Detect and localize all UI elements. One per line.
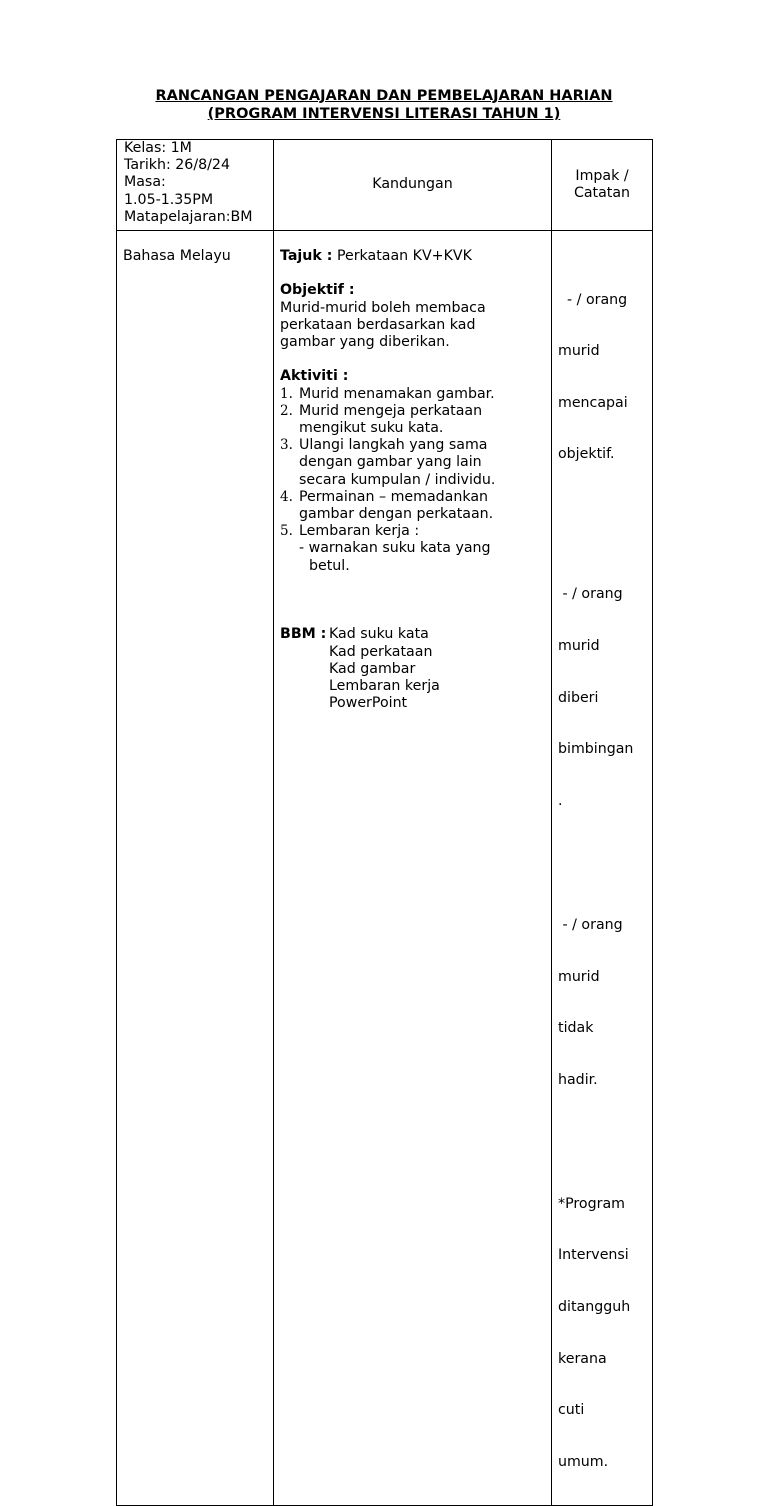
kandungan-label: Kandungan	[372, 176, 453, 193]
sub-line-text: - warnakan suku kata yang	[299, 540, 491, 557]
impak-line: kerana	[558, 1350, 607, 1367]
impak-line: diberi	[558, 689, 599, 706]
aktiviti-sub-line	[280, 540, 545, 574]
objektif-line: gambar yang diberikan.	[280, 334, 450, 350]
impak-achieved-note	[558, 257, 648, 498]
table-body-row	[117, 231, 653, 1506]
objektif-line: perkataan berdasarkan kad	[280, 316, 476, 333]
impak-postponed-note	[558, 1161, 648, 1505]
content-cell	[274, 231, 552, 1506]
impak-line: .	[558, 792, 563, 809]
document-title	[0, 87, 768, 123]
aktiviti-number: 2.	[280, 402, 293, 419]
masa-value: 1.05-1.35PM	[124, 191, 214, 208]
kandungan-header	[274, 140, 552, 231]
aktiviti-list	[280, 386, 545, 541]
impak-line: *Program	[558, 1195, 625, 1212]
aktiviti-number: 4.	[280, 488, 293, 505]
aktiviti-text: Ulangi langkah yang sama	[299, 437, 488, 454]
impak-line: murid	[558, 968, 600, 985]
subject-text: Bahasa Melayu	[123, 248, 231, 264]
tarikh-text: Tarikh: 26/8/24	[124, 157, 230, 174]
lesson-plan-table	[116, 139, 653, 1506]
impak-header	[552, 140, 653, 231]
aktiviti-item	[280, 403, 545, 437]
impak-line: hadir.	[558, 1071, 598, 1088]
aktiviti-text: secara kumpulan / individu.	[299, 471, 496, 488]
impak-cell	[552, 231, 653, 1506]
class-info-cell	[117, 140, 274, 231]
impak-line: murid	[558, 638, 600, 655]
aktiviti-label: Aktiviti :	[280, 368, 349, 385]
aktiviti-text: Murid menamakan gambar.	[299, 385, 495, 402]
impak-absent-note	[558, 882, 648, 1123]
masa-label: Masa:	[124, 174, 166, 191]
tajuk-line	[280, 248, 545, 265]
bbm-item: Kad perkataan	[329, 643, 433, 660]
impak-line: - / orang	[558, 916, 623, 933]
aktiviti-text: Murid mengeja perkataan	[299, 402, 483, 419]
tajuk-label: Tajuk :	[280, 248, 333, 264]
aktiviti-item	[280, 489, 545, 523]
aktiviti-item	[280, 437, 545, 489]
impak-line: ditangguh	[558, 1298, 631, 1315]
matapelajaran-text: Matapelajaran:BM	[124, 208, 253, 225]
impak-label-line2: Catatan	[573, 185, 631, 201]
tajuk-value: Perkataan KV+KVK	[332, 248, 472, 264]
bbm-item: PowerPoint	[329, 695, 408, 712]
aktiviti-text: Permainan – memadankan	[299, 488, 489, 505]
impak-line: - / orang	[558, 291, 628, 308]
impak-line: - / orang	[558, 586, 623, 603]
objektif-line: Murid-murid boleh membaca	[280, 299, 486, 316]
impak-line: objektif.	[558, 446, 615, 463]
aktiviti-number: 5.	[280, 523, 293, 540]
aktiviti-text: mengikut suku kata.	[299, 420, 444, 436]
impak-line: mencapai	[558, 394, 628, 411]
impak-guidance-note	[558, 552, 648, 844]
aktiviti-item	[280, 386, 545, 403]
impak-label-line1: Impak /	[575, 167, 629, 184]
aktiviti-item	[280, 523, 545, 540]
impak-line: umum.	[558, 1453, 609, 1470]
bbm-section	[280, 626, 545, 712]
impak-line: cuti	[558, 1402, 585, 1419]
bbm-item: Kad suku kata	[329, 626, 429, 643]
impak-line: Intervensi	[558, 1247, 629, 1264]
bbm-item: Lembaran kerja	[329, 678, 440, 694]
bbm-label: BBM :	[280, 626, 327, 643]
aktiviti-text: gambar dengan perkataan.	[299, 506, 494, 523]
impak-line: tidak	[558, 1020, 594, 1037]
subject-cell	[117, 231, 274, 1506]
sub-line-continuation: betul.	[309, 557, 350, 574]
impak-line: bimbingan	[558, 741, 634, 758]
aktiviti-text: Lembaran kerja :	[299, 523, 420, 540]
aktiviti-number: 1.	[280, 385, 293, 402]
table-header-row	[117, 140, 653, 231]
aktiviti-number: 3.	[280, 437, 293, 454]
kelas-text: Kelas: 1M	[124, 140, 192, 156]
objektif-label: Objektif :	[280, 282, 355, 299]
title-line-1: RANCANGAN PENGAJARAN DAN PEMBELAJARAN HARIAN	[155, 88, 613, 104]
impak-line: murid	[558, 343, 600, 360]
title-line-2: (PROGRAM INTERVENSI LITERASI TAHUN 1)	[207, 106, 561, 122]
bbm-list	[329, 626, 440, 712]
aktiviti-text: dengan gambar yang lain	[299, 454, 482, 471]
bbm-item: Kad gambar	[329, 660, 416, 677]
